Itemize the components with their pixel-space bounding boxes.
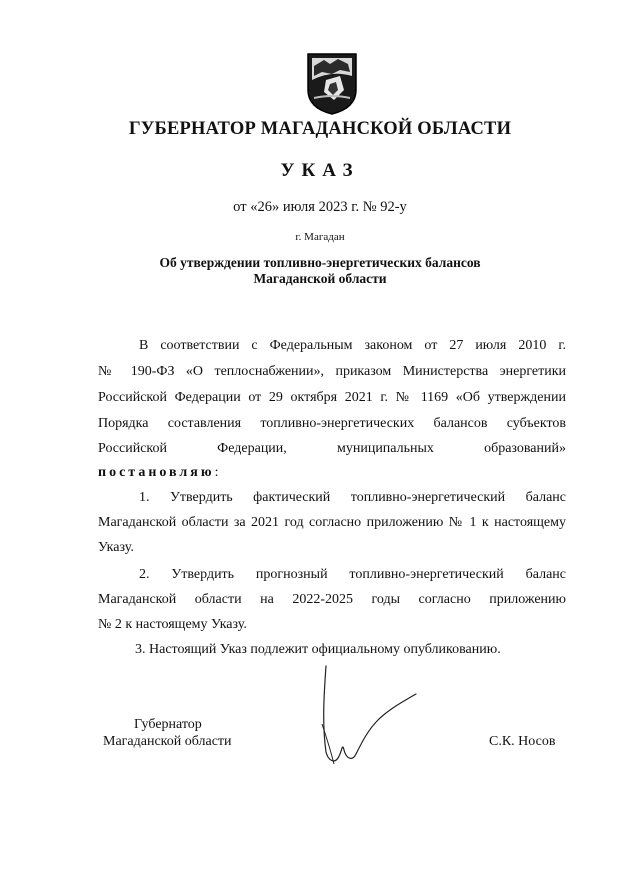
signatory-title: Губернатор [134, 717, 202, 732]
item-1-line: 1. Утвердить фактический топливно-энергетический баланс [139, 490, 566, 505]
item-3-line: 3. Настоящий Указ подлежит официальному опубликованию. [135, 642, 501, 657]
signatory-name: С.К. Носов [489, 734, 556, 749]
document-subject [80, 255, 560, 287]
subject-line: Магаданской области [253, 271, 387, 286]
preamble-line: № 190-ФЗ «О теплоснабжении», приказом Министерства энергетики [98, 364, 566, 379]
item-2-line: 2. Утвердить прогнозный топливно-энергетический баланс [139, 567, 566, 582]
document-type: УКАЗ [280, 160, 360, 181]
preamble-line: В соответствии с Федеральным законом от 27 июля 2010 г. [139, 338, 566, 353]
preamble-line: Порядка составления топливно-энергетических балансов субъектов [98, 416, 566, 431]
item-2-line: Магаданской области на 2022-2025 годы согласно приложению [98, 592, 566, 607]
item-2-line: № 2 к настоящему Указу. [98, 617, 247, 632]
coat-of-arms-icon [304, 50, 360, 116]
signatory-title: Магаданской области [103, 734, 232, 749]
item-1-line: Магаданской области за 2021 год согласно приложению № 1 к настоящему [98, 515, 566, 530]
document-date-number: от «26» июля 2023 г. № 92-у [233, 199, 407, 215]
issuing-authority: ГУБЕРНАТОР МАГАДАНСКОЙ ОБЛАСТИ [128, 119, 512, 139]
decree-operative-word [98, 465, 218, 481]
subject-line: Об утверждении топливно-энергетических балансов [159, 255, 481, 270]
preamble-line: Российской Федерации, муниципальных образований» [98, 441, 566, 456]
handwritten-signature [318, 664, 438, 784]
decree-word: постановляю [98, 465, 215, 480]
document-city: г. Магадан [295, 231, 345, 243]
preamble-line: Российской Федерации от 29 октября 2021 г. № 1169 «Об утверждении [98, 390, 566, 405]
item-1-line: Указу. [98, 540, 134, 555]
decree-colon: : [214, 465, 219, 480]
